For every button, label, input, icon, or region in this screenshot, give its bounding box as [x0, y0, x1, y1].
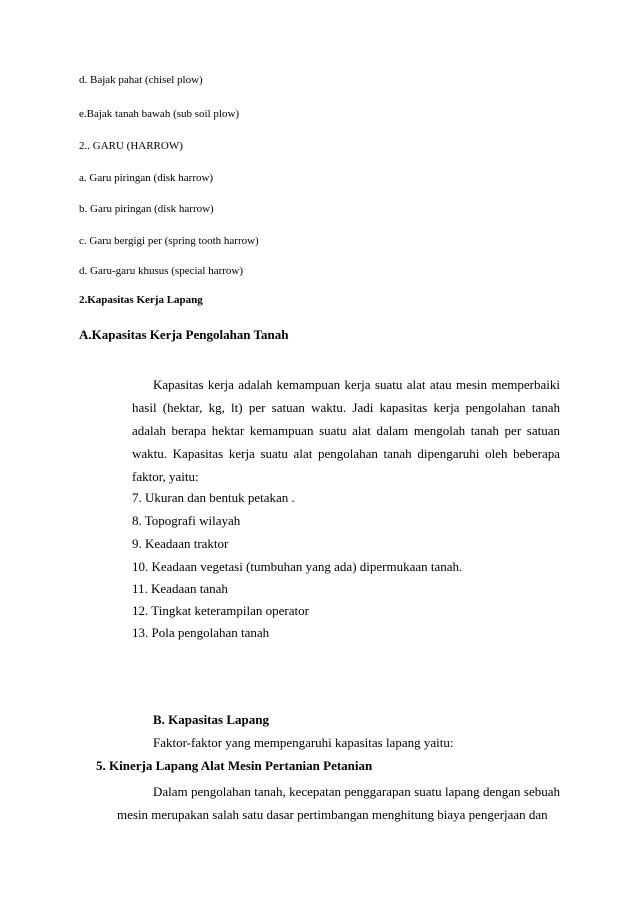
list-item: d. Bajak pahat (chisel plow) [79, 74, 203, 86]
list-item: e.Bajak tanah bawah (sub soil plow) [79, 108, 240, 120]
factor-item: 12. Tingkat keterampilan operator [132, 603, 309, 618]
section-heading: 2.Kapasitas Kerja Lapang [79, 294, 203, 306]
section-heading: A.Kapasitas Kerja Pengolahan Tanah [79, 327, 289, 342]
factor-item: 8. Topografi wilayah [132, 513, 241, 528]
intro-paragraph: Kapasitas kerja adalah kemampuan kerja suatu alat atau mesin memperbaiki hasil (hektar, kg, lt) per satuan waktu. Jadi kapasitas kerja pengolahan tanah adalah berapa hektar kemampuan suatu alat dalam mengolah tanah per satuan waktu. Kapasitas kerja suatu alat pengolahan tanah dipengaruhi oleh beberapa faktor, yaitu: [132, 377, 560, 484]
list-item: d. Garu-garu khusus (special harrow) [79, 265, 244, 277]
factor-item: 13. Pola pengolahan tanah [132, 625, 270, 640]
factor-item: 7. Ukuran dan bentuk petakan . [132, 490, 295, 505]
list-item: c. Garu bergigi per (spring tooth harrow) [79, 235, 259, 247]
factor-item: 10. Keadaan vegetasi (tumbuhan yang ada) dipermukaan tanah. [132, 559, 463, 574]
list-item: 2.. GARU (HARROW) [79, 140, 183, 152]
section5-paragraph: Dalam pengolahan tanah, kecepatan penggarapan suatu lapang dengan sebuah mesin merupakan salah satu dasar pertimbangan menghitung biaya pengerjaan dan [117, 784, 560, 822]
section-text: Faktor-faktor yang mempengaruhi kapasitas lapang yaitu: [153, 735, 454, 750]
section-heading: B. Kapasitas Lapang [153, 712, 269, 727]
factor-item: 11. Keadaan tanah [132, 581, 228, 596]
section-heading: 5. Kinerja Lapang Alat Mesin Pertanian Petanian [96, 758, 373, 773]
factor-item: 9. Keadaan traktor [132, 536, 229, 551]
list-item: b. Garu piringan (disk harrow) [79, 203, 214, 215]
list-item: a. Garu piringan (disk harrow) [79, 172, 214, 184]
